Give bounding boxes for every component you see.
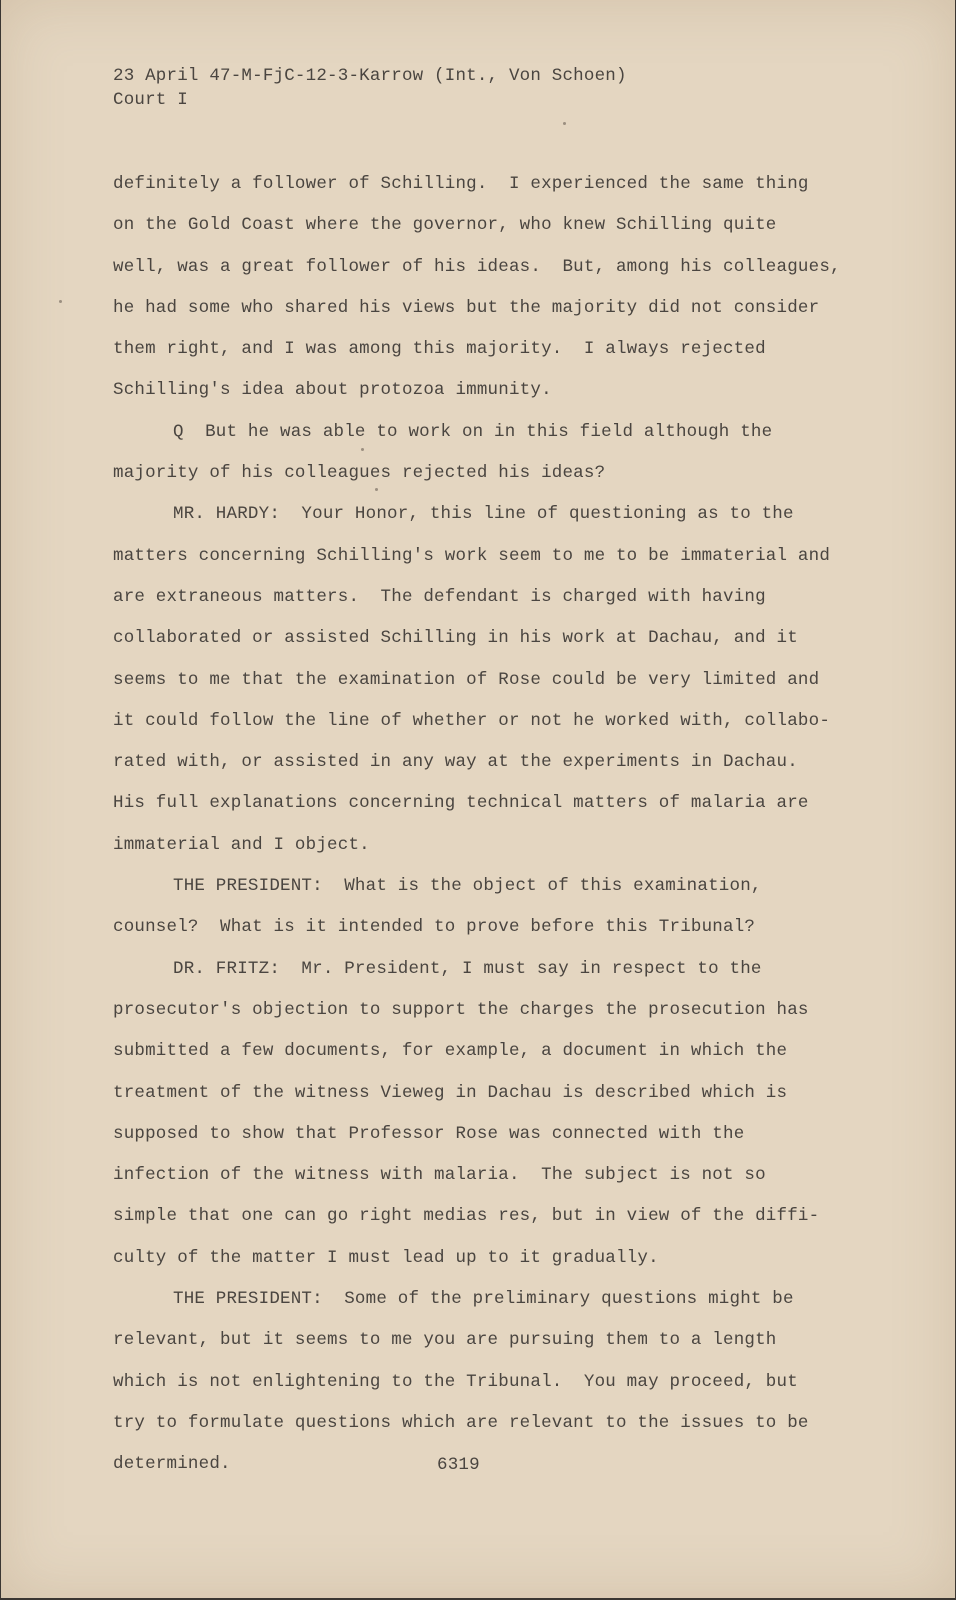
transcript-line: them right, and I was among this majority. I always rejected: [113, 339, 766, 360]
transcript-line: infection of the witness with malaria. The subject is not so: [113, 1165, 766, 1186]
transcript-line: try to formulate questions which are relevant to the issues to be: [113, 1412, 809, 1433]
transcript-line: definitely a follower of Schilling. I experienced the same thing: [113, 174, 809, 194]
transcript-line: are extraneous matters. The defendant is charged with having: [113, 586, 766, 607]
transcript-line: simple that one can go right medias res, but in view of the diffi-: [113, 1206, 820, 1227]
transcript-line: Q But he was able to work on in this field although the: [173, 421, 773, 442]
transcript-line: relevant, but it seems to me you are pursuing them to a length: [113, 1330, 777, 1351]
header-court-line: Court I: [113, 90, 188, 110]
transcript-line: Schilling's idea about protozoa immunity.: [113, 380, 552, 401]
transcript-line: MR. HARDY: Your Honor, this line of questioning as to the: [173, 504, 794, 525]
transcript-line: matters concerning Schilling's work seem to me to be immaterial and: [113, 545, 831, 566]
transcript-line: supposed to show that Professor Rose was connected with the: [113, 1123, 745, 1144]
transcript-line: His full explanations concerning technical matters of malaria are: [113, 793, 809, 814]
transcript-line: THE PRESIDENT: Some of the preliminary questions might be: [173, 1289, 794, 1310]
transcript-line: culty of the matter I must lead up to it gradually.: [113, 1247, 659, 1268]
transcript-line: which is not enlightening to the Tribunal. You may proceed, but: [113, 1371, 798, 1392]
transcript-line: counsel? What is it intended to prove before this Tribunal?: [113, 917, 756, 938]
header-date-line: 23 April 47-M-FjC-12-3-Karrow (Int., Von Schoen): [113, 66, 627, 86]
paper-speck: [361, 448, 364, 451]
document-header: [113, 64, 627, 112]
transcript-line: it could follow the line of whether or not he worked with, collabo-: [113, 710, 831, 731]
transcript-line: seems to me that the examination of Rose could be very limited and: [113, 669, 820, 690]
transcript-line: well, was a great follower of his ideas. But, among his colleagues,: [113, 256, 841, 277]
page-number: 6319: [437, 1455, 480, 1475]
transcript-line: determined.: [113, 1454, 231, 1475]
transcript-line: on the Gold Coast where the governor, who knew Schilling quite: [113, 215, 777, 236]
paper-speck: [375, 488, 378, 491]
paper-speck: [563, 122, 566, 125]
transcript-line: majority of his colleagues rejected his ideas?: [113, 463, 606, 484]
paper-speck: [59, 300, 62, 303]
transcript-line: DR. FRITZ: Mr. President, I must say in respect to the: [173, 958, 762, 979]
transcript-line: immaterial and I object.: [113, 834, 370, 855]
transcript-line: THE PRESIDENT: What is the object of this examination,: [173, 876, 762, 897]
transcript-line: prosecutor's objection to support the charges the prosecution has: [113, 999, 809, 1020]
transcript-line: collaborated or assisted Schilling in his work at Dachau, and it: [113, 628, 798, 649]
transcript-line: treatment of the witness Vieweg in Dachau is described which is: [113, 1082, 788, 1103]
transcript-line: rated with, or assisted in any way at the experiments in Dachau.: [113, 752, 798, 773]
transcript-line: submitted a few documents, for example, a document in which the: [113, 1041, 788, 1062]
transcript-line: he had some who shared his views but the majority did not consider: [113, 297, 820, 318]
document-page: [1, 0, 955, 1598]
transcript-body: [113, 164, 913, 1486]
